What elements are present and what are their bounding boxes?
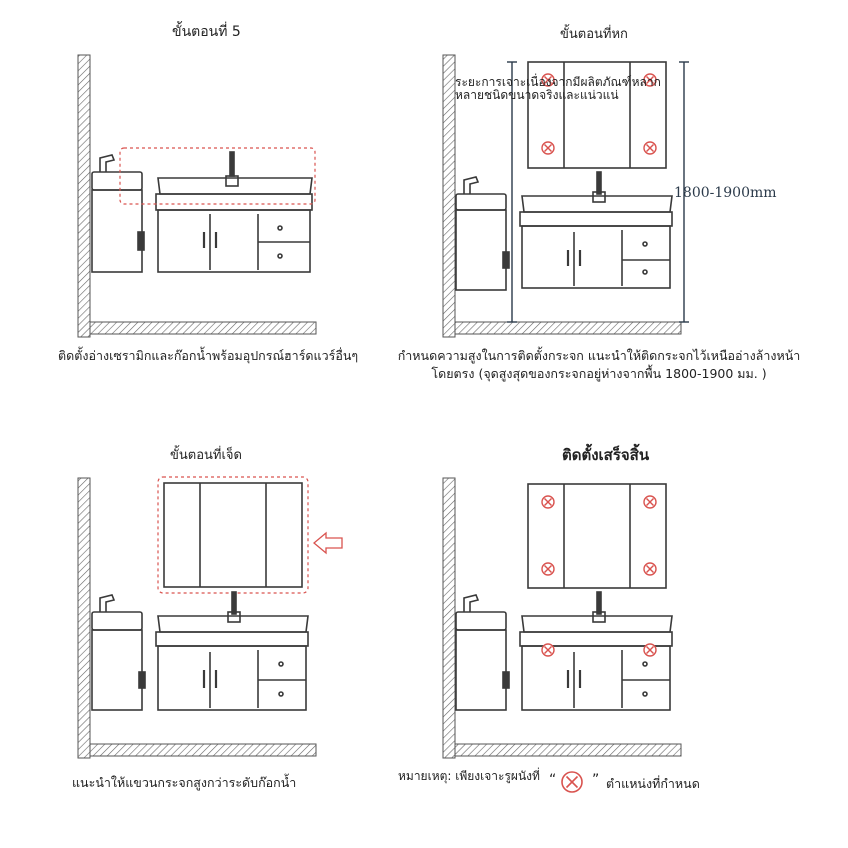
panel-1-caption: ติดตั้งอ่างเซรามิกและก๊อกน้ำพร้อมอุปกรณ์ฮาร์ดแวร์อื่นๆ	[58, 348, 359, 363]
floor	[90, 322, 316, 334]
drill-mark-icon	[560, 770, 584, 794]
wall	[78, 55, 90, 337]
panel-4-title: ติดตั้งเสร็จสิ้น	[562, 446, 650, 464]
drill-mark-icon	[542, 496, 554, 508]
quote-open: “	[549, 772, 557, 788]
mirror-cabinet	[164, 483, 302, 587]
floor	[90, 744, 316, 756]
wall	[443, 55, 455, 337]
panel-step-7-drawing	[78, 477, 342, 758]
side-cabinet	[92, 155, 144, 272]
panel-2-caption: กำหนดความสูงในการติดตั้งกระจก แนะนำให้ติดกระจกไว้เหนืออ่างล้างหน้าโดยตรง (จุดสูงสุดของกระจกอยู่ห่างจากพื้น 1800-1900 มม. )	[397, 348, 801, 381]
drill-mark-icon	[542, 644, 554, 656]
floor	[455, 322, 681, 334]
floor	[455, 744, 681, 756]
panel-4-caption	[398, 769, 828, 803]
drill-mark-icon	[542, 563, 554, 575]
panel-finished-drawing	[443, 478, 681, 758]
wall	[78, 478, 90, 758]
wall	[443, 478, 455, 758]
height-dimension-label: 1800-1900mm	[674, 185, 777, 201]
side-cabinet	[456, 595, 509, 710]
quote-close: ”	[592, 772, 600, 788]
panel-2-drill-note: ระยะการเจาะเนื่องจากมีผลิตภัณฑ์หลากหลายชนิดขนาดจริงและแน่วแน่	[455, 75, 661, 102]
drill-mark-icon	[644, 644, 656, 656]
vanity-cabinet	[156, 152, 312, 272]
panel-step-5-drawing	[78, 55, 316, 337]
note-prefix: หมายเหตุ: เพียงเจาะรูผนังที่	[398, 769, 540, 783]
panel-3-title: ขั้นตอนที่เจ็ด	[170, 448, 242, 463]
vanity-cabinet	[156, 592, 308, 710]
panel-2-title: ขั้นตอนที่หก	[560, 27, 628, 42]
side-cabinet	[456, 177, 509, 290]
vanity-cabinet	[520, 172, 672, 288]
drill-mark-icon	[542, 142, 554, 154]
note-suffix: ตำแหน่งที่กำหนด	[606, 776, 700, 791]
drill-mark-icon	[644, 563, 656, 575]
panel-1-title: ขั้นตอนที่ 5	[172, 24, 241, 40]
arrow-left-icon	[314, 533, 342, 553]
drill-mark-icon	[644, 496, 656, 508]
dashed-highlight	[120, 148, 315, 204]
dashed-highlight	[158, 477, 308, 593]
drill-mark-icon	[644, 142, 656, 154]
panel-3-caption: แนะนำให้แขวนกระจกสูงกว่าระดับก๊อกน้ำ	[72, 775, 297, 790]
side-cabinet	[92, 595, 145, 710]
